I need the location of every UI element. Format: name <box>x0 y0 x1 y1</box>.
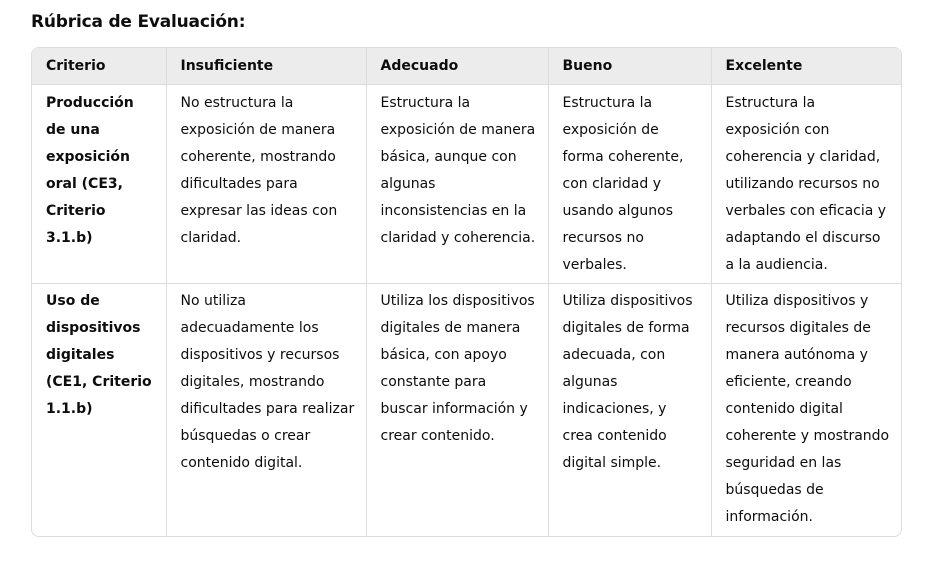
table-row <box>32 284 901 536</box>
header-excelente: Excelente <box>711 48 901 85</box>
cell-insuficiente: No estructura la exposición de manera coherente, mostrando dificultades para expresar las ideas con claridad. <box>166 85 366 284</box>
rubric-table-container <box>31 47 902 537</box>
cell-criterio: Uso de dispositivos digitales (CE1, Criterio 1.1.b) <box>32 284 166 536</box>
cell-adecuado: Estructura la exposición de manera básica, aunque con algunas inconsistencias en la claridad y coherencia. <box>366 85 548 284</box>
table-row <box>32 85 901 284</box>
cell-bueno: Estructura la exposición de forma coherente, con claridad y usando algunos recursos no verbales. <box>548 85 711 284</box>
cell-excelente: Utiliza dispositivos y recursos digitales de manera autónoma y eficiente, creando contenido digital coherente y mostrando seguridad en las búsquedas de información. <box>725 293 890 525</box>
header-bueno: Bueno <box>548 48 711 85</box>
cell-bueno: Utiliza dispositivos digitales de forma adecuada, con algunas indicaciones, y crea contenido digital simple. <box>548 284 711 536</box>
header-row <box>32 48 901 85</box>
header-insuficiente: Insuficiente <box>166 48 366 85</box>
cell-excelente: Estructura la exposición con coherencia y claridad, utilizando recursos no verbales con eficacia y adaptando el discurso a la audiencia. <box>711 85 901 284</box>
header-adecuado: Adecuado <box>366 48 548 85</box>
table-body <box>32 85 901 536</box>
header-criterio: Criterio <box>32 48 166 85</box>
cell-criterio: Producción de una exposición oral (CE3, Criterio 3.1.b) <box>32 85 166 284</box>
table-header <box>32 48 901 85</box>
cell-insuficiente: No utiliza adecuadamente los dispositivos y recursos digitales, mostrando dificultades para realizar búsquedas o crear contenido digital. <box>166 284 366 536</box>
rubric-table <box>32 48 901 536</box>
cell-adecuado: Utiliza los dispositivos digitales de manera básica, con apoyo constante para buscar información y crear contenido. <box>366 284 548 536</box>
rubric-title: Rúbrica de Evaluación: <box>31 12 246 32</box>
